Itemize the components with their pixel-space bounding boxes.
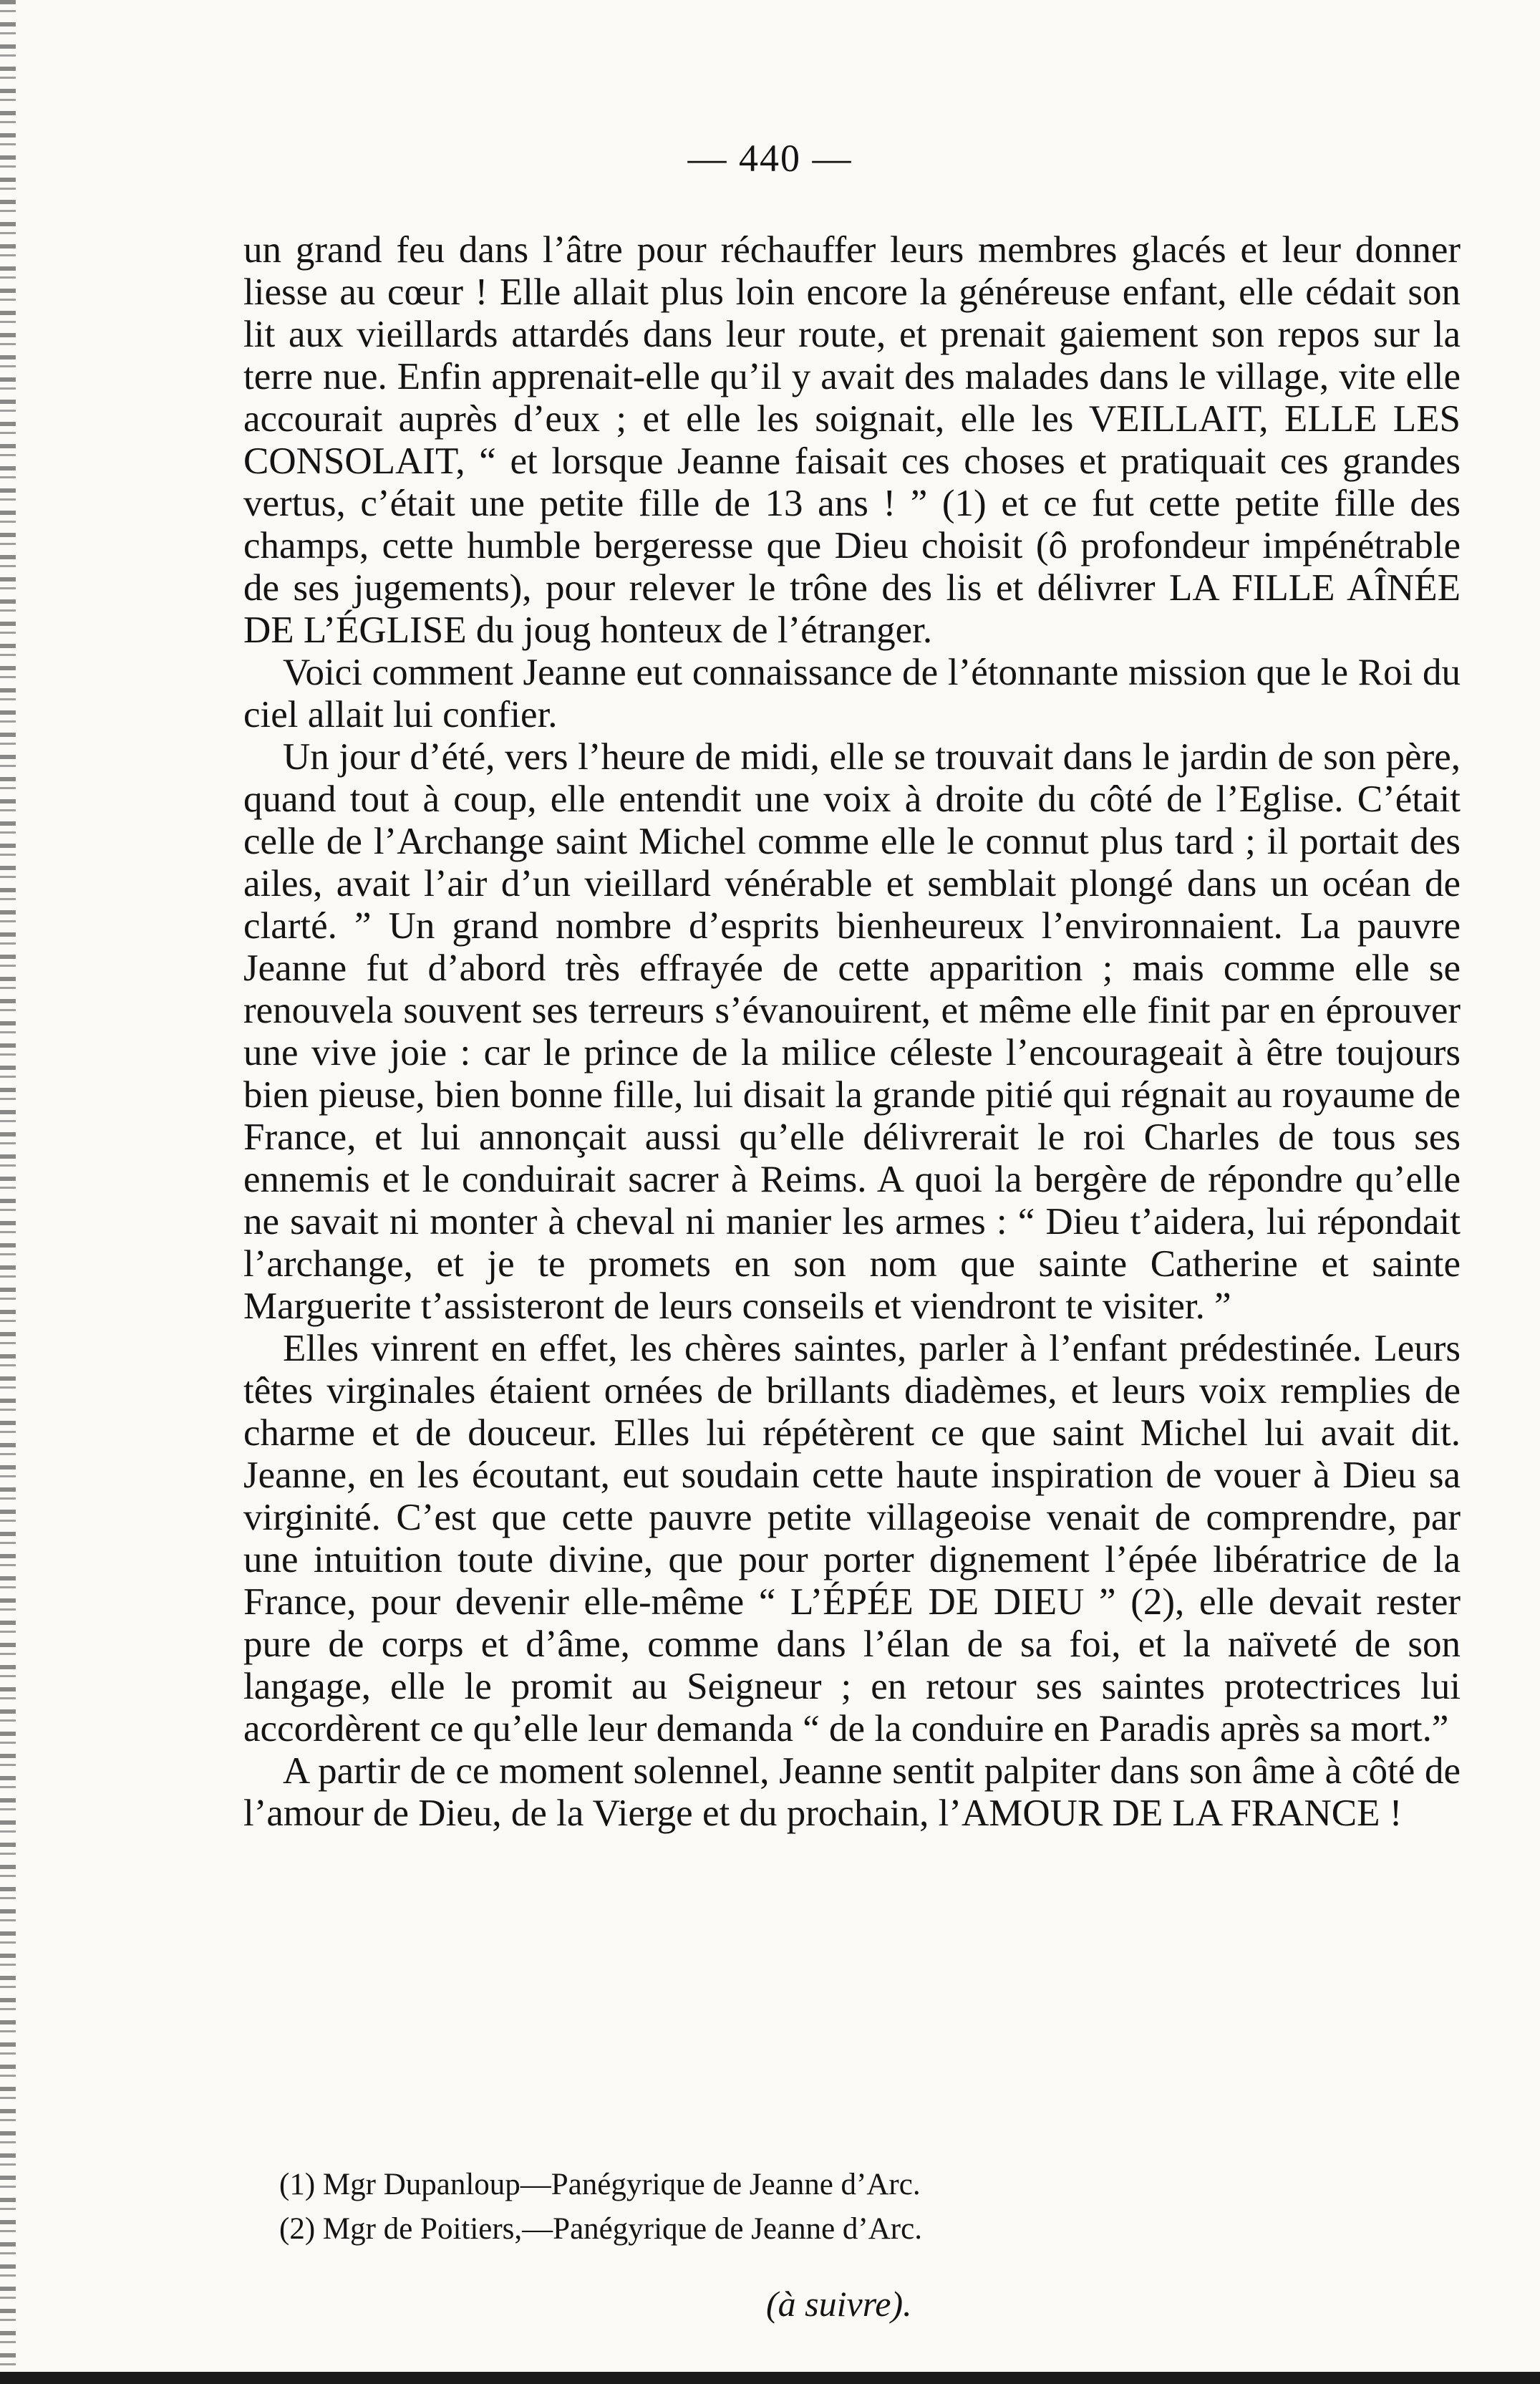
body-text [243, 229, 1461, 1835]
page-number: — 440 — [687, 137, 853, 180]
footnote: (1) Mgr Dupanloup—Panégyrique de Jeanne d’Arc. [279, 2168, 921, 2201]
footnotes [279, 2163, 1425, 2252]
page-edge-scan-artifact [0, 0, 16, 2384]
paragraph: Voici comment Jeanne eut connaissance de l’étonnante mission que le Roi du ciel allait lui confier. [243, 652, 1461, 735]
paragraph: A partir de ce moment solennel, Jeanne sentit palpiter dans son âme à côté de l’amour de Dieu, de la Vierge et du prochain, l’AMOUR DE LA FRANCE ! [243, 1750, 1461, 1834]
paragraph: Un jour d’été, vers l’heure de midi, elle se trouvait dans le jardin de son père, quand tout à coup, elle entendit une voix à droite du côté de l’Eglise. C’était celle de l’Archange saint Michel comme elle le connut plus tard ; il portait des ailes, avait l’air d’un vieillard vénérable et semblait plongé dans un océan de clarté. ” Un grand nombre d’esprits bienheureux l’environnaient. La pauvre Jeanne fut d’abord très effrayée de cette apparition ; mais comme elle se renouvela souvent ses terreurs s’évanouirent, et même elle finit par en éprouver une vive joie : car le prince de la milice céleste l’encourageait à être toujours bien pieuse, bien bonne fille, lui disait la grande pitié qui régnait au royaume de France, et lui annonçait aussi qu’elle délivrerait le roi Charles de tous ses ennemis et le conduirait sacrer à Reims. A quoi la bergère de répondre qu’elle ne savait ni monter à cheval ni manier les armes : “ Dieu t’aidera, lui répondait l’archange, et je te promets en son nom que sainte Catherine et sainte Marguerite t’assisteront de leurs conseils et viendront te visiter. ” [243, 736, 1461, 1327]
footnote: (2) Mgr de Poitiers,—Panégyrique de Jeanne d’Arc. [279, 2212, 922, 2246]
paragraph: Elles vinrent en effet, les chères saintes, parler à l’enfant prédestinée. Leurs têtes virginales étaient ornées de brillants diadèmes, et leurs voix remplies de charme et de douceur. Elles lui répétèrent ce que saint Michel lui avait dit. Jeanne, en les écoutant, eut soudain cette haute inspiration de vouer à Dieu sa virginité. C’est que cette pauvre petite villageoise venait de comprendre, par une intuition toute divine, que pour porter dignement l’épée libératrice de la France, pour devenir elle-même “ L’ÉPÉE DE DIEU ” (2), elle devait rester pure de corps et d’âme, comme dans l’élan de sa foi, et la naïveté de son langage, elle le promit au Seigneur ; en retour ses saintes protectrices lui accordèrent ce qu’elle leur demanda “ de la conduire en Paradis après sa mort.” [243, 1328, 1461, 1750]
continuation-note: (à suivre). [766, 2284, 912, 2324]
bottom-scan-border [0, 2372, 1540, 2384]
paragraph: un grand feu dans l’âtre pour réchauffer leurs membres glacés et leur donner liesse au cœur ! Elle allait plus loin encore la généreuse enfant, elle cédait son lit aux vieillards attardés dans leur route, et prenait gaiement son repos sur la terre nue. Enfin apprenait-elle qu’il y avait des malades dans le village, vite elle accourait auprès d’eux ; et elle les soignait, elle les VEILLAIT, ELLE LES CONSOLAIT, “ et lorsque Jeanne faisait ces choses et pratiquait ces grandes vertus, c’était une petite fille de 13 ans ! ” (1) et ce fut cette petite fille des champs, cette humble bergeresse que Dieu choisit (ô profondeur impénétrable de ses jugements), pour relever le trône des lis et délivrer LA FILLE AÎNÉE DE L’ÉGLISE du joug honteux de l’étranger. [243, 229, 1461, 651]
